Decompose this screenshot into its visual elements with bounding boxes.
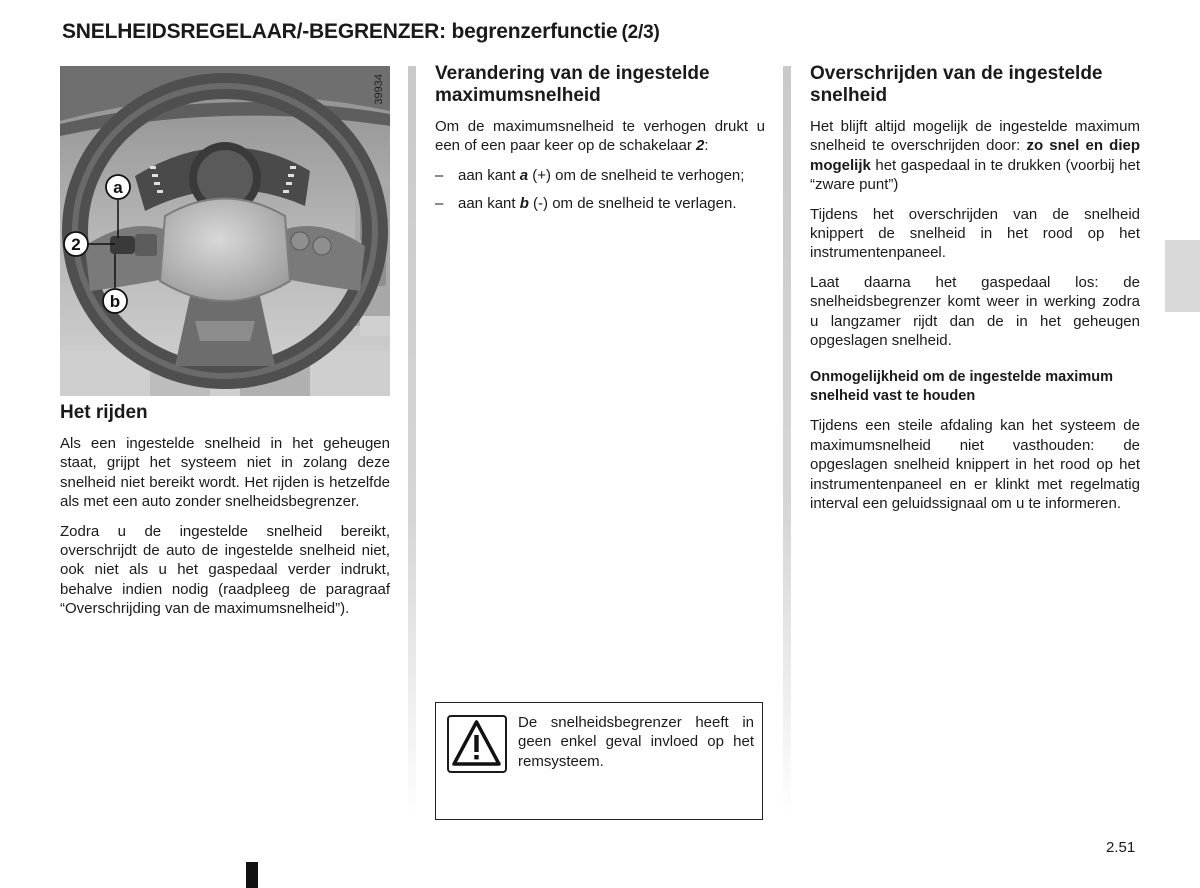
side-a-ref: a <box>519 166 529 184</box>
driving-heading: Het rijden <box>60 402 148 423</box>
driving-paragraph-2: Zodra u de ingestelde snelheid bereikt, overschrijdt de auto de ingestelde snelheid niet, ook niet als u het gaspedaal verder indrukt, behalve indien nodig (raadpleeg de paragraaf “Overschrijding van de maximumsnelheid”). <box>60 522 390 618</box>
intro-colon: : <box>704 137 709 155</box>
p1-bold: zo snel en diep mogelijk <box>810 137 1140 174</box>
dash-bullet: – <box>435 195 444 213</box>
figure-code: 39934 <box>373 74 385 105</box>
hold-speed-subheading: Onmogelijkheid om de ingestelde maximum snelheid vast te houden <box>810 369 1113 405</box>
item-text: (+) om de snelheid te verhogen; <box>528 166 745 184</box>
svg-text:b: b <box>109 292 121 311</box>
warning-box <box>435 702 763 820</box>
driving-paragraph-1: Als een ingestelde snelheid in het geheugen staat, grijpt het systeem niet in zolang deze snelheid niet bereikt wordt. Het rijden is hetzelfde als met een auto zonder snelheidsbegrenzer. <box>60 435 390 511</box>
item-text: (-) om de snelheid te verlagen. <box>528 195 737 213</box>
driving-section <box>60 402 390 629</box>
exceed-paragraph-4: Tijdens een steile afdaling kan het systeem de maximumsnelheid niet vasthouden: de opgeslagen snelheid knippert in het rood op het instrumentenpaneel en er klinkt met regelmatig interval een geluidssignaal om u te informeren. <box>810 417 1140 513</box>
exceed-heading: Overschrijden van de ingestelde snelheid <box>810 63 1103 106</box>
exceed-speed-section <box>810 63 1140 524</box>
steering-wheel-figure <box>60 66 390 396</box>
warning-triangle-icon <box>447 715 507 773</box>
warning-text: De snelheidsbegrenzer heeft in geen enkel geval invloed op het remsysteem. <box>518 714 754 770</box>
intro-text: Om de maximumsnelheid te verhogen drukt u een of een paar keer op de schakelaar <box>435 118 765 155</box>
change-speed-section <box>435 63 765 224</box>
exceed-paragraph-1 <box>810 117 1140 195</box>
change-speed-heading: Verandering van de ingestelde maximumsnelheid <box>435 63 710 106</box>
callout-b <box>103 289 127 313</box>
page-part-indicator: (2/3) <box>621 22 660 43</box>
list-item-increase <box>435 166 765 185</box>
p1-text-end: het gaspedaal in te drukken (voorbij het “zware punt”) <box>810 156 1140 194</box>
page-title <box>62 20 660 44</box>
exceed-paragraph-3: Laat daarna het gaspedaal los: de snelheidsbegrenzer komt weer in werking zodra u langzamer rijdt dan de in het geheugen opgeslagen snelheid. <box>810 273 1140 350</box>
switch-ref: 2 <box>696 137 705 155</box>
p1-text: Het blijft altijd mogelijk de ingestelde maximum snelheid te overschrijden door: <box>810 118 1140 155</box>
change-speed-list <box>435 166 765 214</box>
item-text: aan kant <box>458 166 520 184</box>
item-text: aan kant <box>458 195 520 213</box>
section-tab <box>1165 240 1200 312</box>
exceed-paragraph-2: Tijdens het overschrijden van de snelheid knippert de snelheid in het rood op het instrumentenpaneel. <box>810 205 1140 262</box>
change-speed-intro <box>435 117 765 156</box>
svg-text:a: a <box>113 178 123 197</box>
print-mark <box>246 862 258 888</box>
page-title-text: SNELHEIDSREGELAAR/-BEGRENZER: begrenzerfunctie <box>62 20 618 43</box>
side-b-ref: b <box>519 195 529 213</box>
callout-2 <box>64 232 88 256</box>
svg-text:2: 2 <box>71 235 81 254</box>
steering-wheel-illustration <box>60 66 390 396</box>
page-number: 2.51 <box>1106 839 1136 856</box>
dash-bullet: – <box>435 166 444 184</box>
callout-a <box>106 175 130 199</box>
column-divider-2 <box>783 66 791 820</box>
column-divider-1 <box>408 66 416 820</box>
list-item-decrease <box>435 194 765 213</box>
